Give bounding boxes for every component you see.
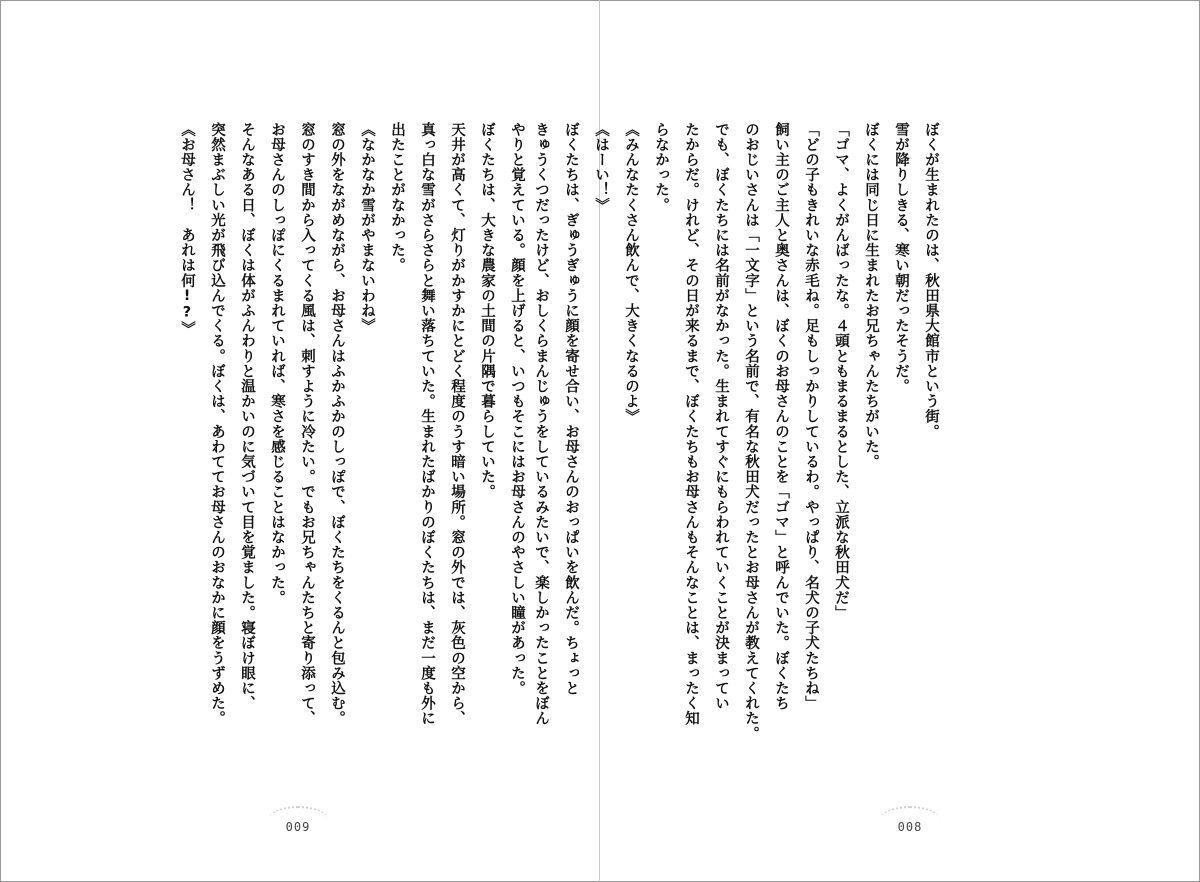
- text-line: 《はーい！》: [593, 122, 609, 213]
- text-line: ぼくには同じ日に生まれたお兄ちゃんたちがいた。: [863, 122, 879, 470]
- page-number-label: 008: [897, 820, 923, 834]
- text-line: でも、ぼくたちには名前がなかった。生まれてすぐにもらわれていくことが決まってい: [713, 122, 729, 711]
- text-line: お母さんのしっぽにくるまれていれば、寒さを感じることはなかった。: [269, 122, 285, 606]
- page-number-009: [262, 806, 334, 846]
- text-line: たからだ。けれど、その日が来るまで、ぼくたちもお母さんもそんなことは、まったく知: [683, 122, 699, 726]
- text-line: そんなある日、ぼくは体がふんわりと温かいのに気づいて目を覚ました。寝ぼけ眼に、: [239, 122, 255, 711]
- text-line: 突然まぶしい光が飛び込んでくる。ぼくは、あわててお母さんのおなかに顔をうずめた。: [209, 122, 225, 726]
- text-line: 「どの子もきれいな赤毛ね。足もしっかりしているわ。やっぱり、名犬の子犬たちね」: [803, 122, 819, 711]
- text-line: 天井が高くて、灯りがかすかにとどく程度のうす暗い場所。窓の外では、灰色の空から、: [449, 122, 465, 726]
- text-line: 窓の外をながめながら、お母さんはふかふかのしっぽで、ぼくたちをくるんと包み込む。: [329, 122, 345, 726]
- text-line: 出たことがなかった。: [389, 122, 405, 273]
- page-008-body: [533, 122, 946, 782]
- text-line: やりと覚えている。顔を上げると、いつもそこにはお母さんのやさしい瞳があった。: [509, 122, 525, 696]
- text-line: らなかった。: [653, 122, 669, 213]
- page-009-body: [62, 122, 532, 782]
- text-line: ぼくたちは、ぎゅうぎゅうに顔を寄せ合い、お母さんのおっぱいを飲んだ。ちょっと: [563, 122, 579, 696]
- text-line: 飼い主のご主人と奥さんは、ぼくのお母さんのことを「ゴマ」と呼んでいた。ぼくたち: [773, 122, 789, 711]
- text-line: ぼくが生まれたのは、秋田県大館市という街。: [923, 122, 939, 440]
- page-number-label: 009: [285, 820, 311, 834]
- text-line: 窓のすき間から入ってくる風は、刺すように冷たい。でもお兄ちゃんたちと寄り添って、: [299, 122, 315, 726]
- text-line: 「ゴマ、よくがんばったな。４頭ともまるまるとした、立派な秋田犬だ」: [833, 122, 849, 621]
- text-line: 真っ白な雪がさらさらと舞い落ちていた。生まれたばかりのぼくたちは、まだ一度も外に: [419, 122, 435, 726]
- text-line: ぼくたちは、大きな農家の土間の片隅で暮らしていた。: [479, 122, 495, 500]
- text-line: 雪が降りしきる、寒い朝だったそうだ。: [893, 122, 909, 394]
- text-line: 《みんなたくさん飲んで、大きくなるのよ》: [623, 122, 639, 424]
- text-line: のおじいさんは「一文字」という名前で、有名な秋田犬だったとお母さんが教えてくれた。: [743, 122, 759, 742]
- page-number-008: [874, 806, 946, 846]
- text-line: きゅうくつだったけど、おしくらまんじゅうをしているみたいで、楽しかったことをぼん: [533, 122, 549, 726]
- text-line: 《なかなか雪がやまないわね》: [359, 122, 375, 334]
- text-line: 《お母さん！ あれは何!?》: [179, 122, 195, 337]
